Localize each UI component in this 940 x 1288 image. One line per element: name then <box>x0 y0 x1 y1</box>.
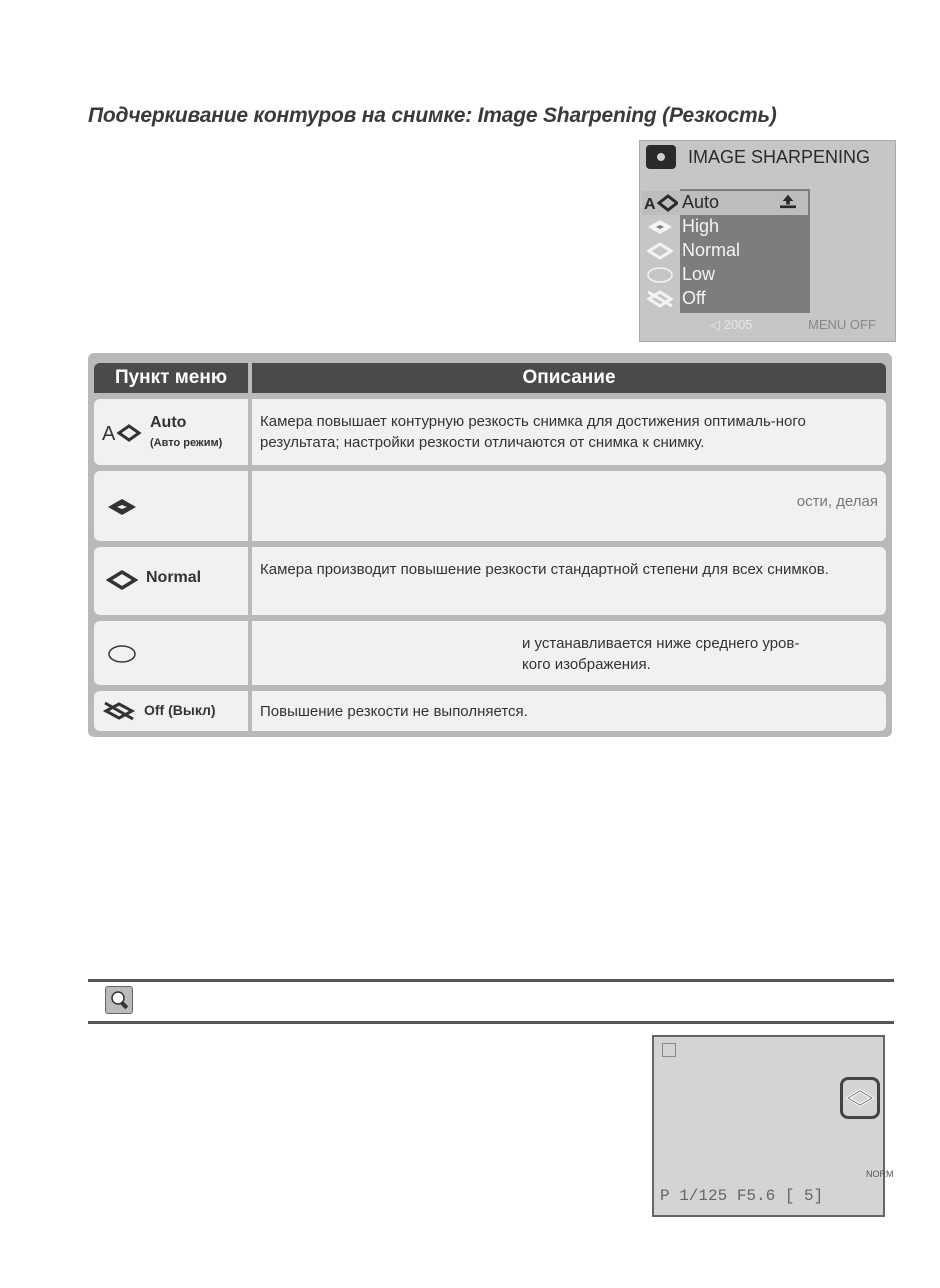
svg-text:A: A <box>102 423 116 445</box>
table-row-auto-option <box>94 399 248 465</box>
option-name: Normal <box>146 569 202 586</box>
menu-item-label: Off <box>682 288 706 308</box>
table-row-auto-description <box>252 399 886 465</box>
mode-indicator-icon <box>662 1043 676 1057</box>
tip-top-rule <box>88 979 894 982</box>
sharpening-options-table <box>88 353 892 737</box>
option-description: Повышение резкости не выполняется. <box>260 703 528 720</box>
high-sharpen-icon <box>644 217 678 237</box>
menu-item-high[interactable] <box>642 215 810 239</box>
menu-item-off[interactable] <box>642 287 810 311</box>
tip-lightbulb-icon <box>105 986 133 1014</box>
option-description: Камера производит повышение резкости стандартной степени для всех снимков. <box>260 561 829 578</box>
off-sharpen-icon <box>644 289 678 309</box>
menu-item-label: Auto <box>682 192 720 212</box>
normal-sharpen-icon <box>843 1080 877 1116</box>
option-subtitle: (Авто режим) <box>150 437 223 449</box>
menu-item-label: Normal <box>682 240 741 260</box>
svg-text:A: A <box>644 196 656 213</box>
footer-menu-off-hint: MENU OFF <box>808 317 876 332</box>
download-icon <box>776 193 800 209</box>
table-row-high-description <box>252 471 886 541</box>
table-row-high-option <box>94 471 248 541</box>
normal-sharpen-icon <box>106 569 138 591</box>
camera-monitor-screen <box>652 1035 894 1217</box>
low-sharpen-icon <box>106 643 138 665</box>
sharpening-indicator-highlight <box>840 1077 880 1119</box>
option-name: Auto <box>150 414 187 431</box>
exposure-status-line: P 1/125 F5.6 [ 5] <box>660 1187 824 1205</box>
option-description: Камера повышает контурную резкость снимка для достижения оптималь-ного результата; настройки резкости отличаются от снимка к снимку. <box>260 413 806 451</box>
table-row-low-option <box>94 621 248 685</box>
menu-footer <box>640 313 895 341</box>
menu-item-label: High <box>682 216 720 236</box>
table-row-low-description <box>252 621 886 685</box>
table-row-normal-description <box>252 547 886 615</box>
tip-bottom-rule <box>88 1021 894 1024</box>
table-row-off-option <box>94 691 248 731</box>
camera-menu-screen <box>639 140 896 342</box>
option-description: ости, делая <box>796 493 878 510</box>
auto-sharpen-icon <box>644 193 678 213</box>
menu-item-label: Low <box>682 264 716 284</box>
auto-sharpen-icon <box>102 421 142 445</box>
table-header-menu-item: Пункт меню <box>94 363 248 393</box>
low-sharpen-icon <box>644 265 678 285</box>
camera-icon <box>646 145 676 169</box>
menu-item-normal[interactable] <box>642 239 810 263</box>
footer-back-hint: ◁ 2005 <box>710 317 753 332</box>
table-row-normal-option <box>94 547 248 615</box>
menu-heading: IMAGE SHARPENING <box>688 147 871 167</box>
high-sharpen-icon <box>106 497 138 517</box>
table-header-description: Описание <box>252 363 886 393</box>
option-name: Off (Выкл) <box>144 702 216 718</box>
normal-sharpen-icon <box>644 241 678 261</box>
menu-item-auto[interactable] <box>642 191 808 215</box>
page-title: Подчеркивание контуров на снимке: Image Sharpening (Резкость) <box>88 104 777 127</box>
table-row-off-description <box>252 691 886 731</box>
menu-item-low[interactable] <box>642 263 810 287</box>
image-quality-indicator: NORM <box>866 1169 894 1179</box>
off-sharpen-icon <box>102 700 136 722</box>
option-description: и устанавливается ниже среднего уров- кого изображения. <box>522 635 800 673</box>
